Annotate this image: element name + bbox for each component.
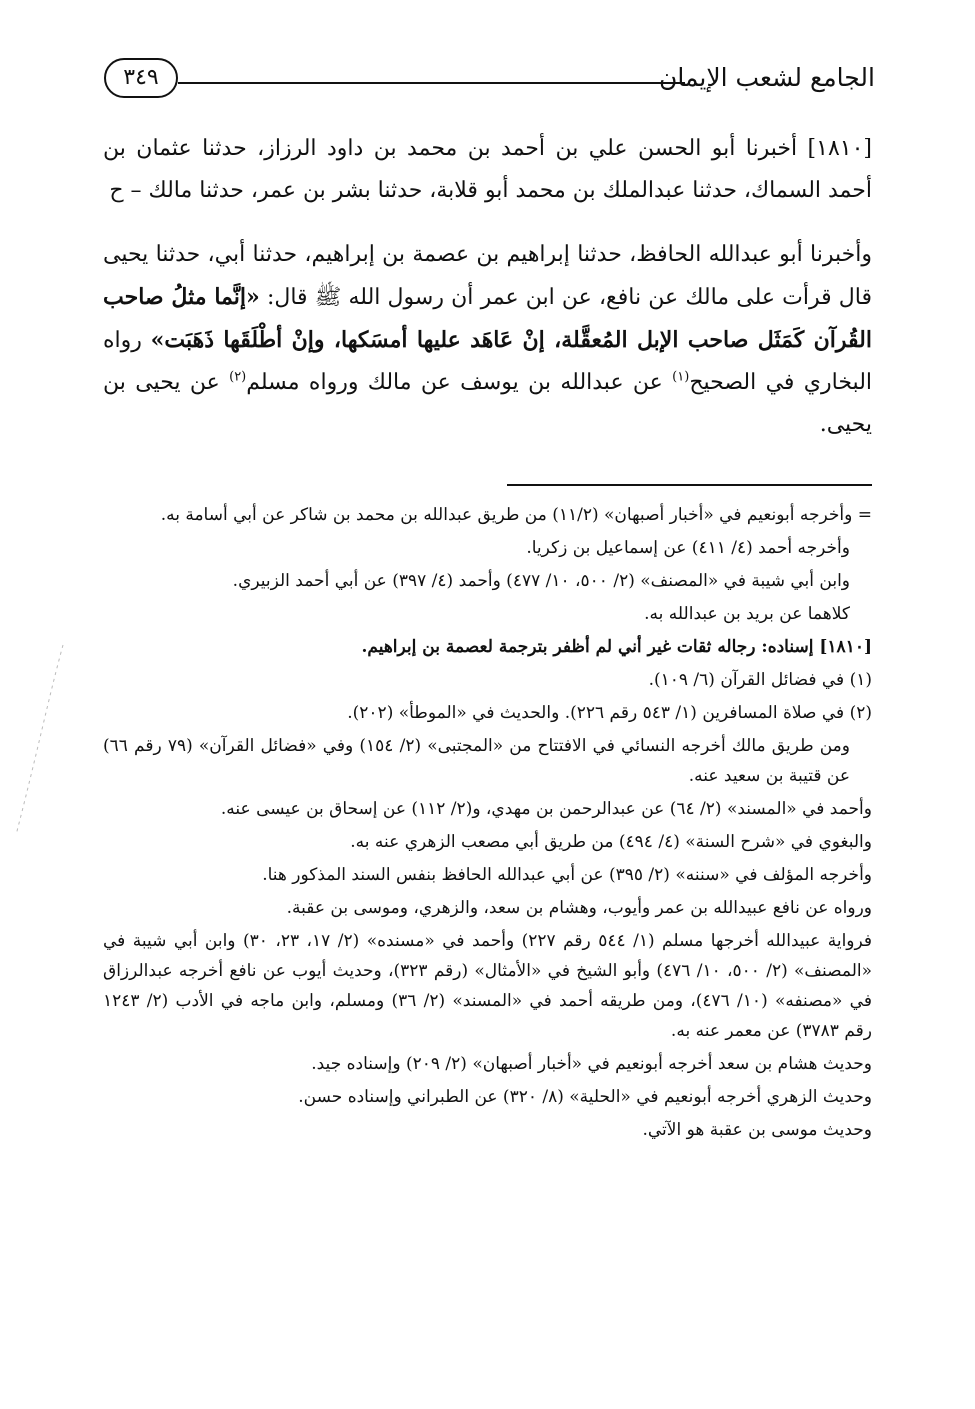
footnote-ref-1[interactable]: (١) [672, 369, 690, 385]
paragraph-1810: [١٨١٠] أخبرنا أبو الحسن علي بن أحمد بن محمد بن داود الرزاز، حدثنا عثمان بن أحمد السماك، حدثنا عبدالملك بن محمد أبو قلابة، حدثنا بشر بن عمر، حدثنا مالك – ح [103, 136, 872, 203]
footnotes [103, 500, 872, 1148]
takhrij-muslim: عن عبدالله بن يوسف عن مالك ورواه مسلم [246, 370, 663, 395]
takhrij-end: عن يحيى بن يحيى. [103, 370, 872, 437]
footnote-line: وحديث هشام بن سعد أخرجه أبونعيم في «أخبار أصبهان» (٢/ ٢٠٩) وإسناده جيد. [311, 1054, 872, 1074]
footnote-ref-2[interactable]: (٢) [229, 369, 247, 385]
footnote-line: فرواية عبيدالله أخرجها مسلم (١/ ٥٤٤ رقم ٢٢٧) وأحمد في «مسنده» (٢/ ١٧، ٢٣، ٣٠) وابن أبي شيبة في «المصنف» (٢/ ٥٠٠، ١٠/ ٤٧٦) وأبو الشيخ في «الأمثال» (رقم ٣٢٣)، وحديث أيوب عن نافع أخرجه عبدالرزاق في «مصنفه» (١٠/ ٤٧٦)، ومن طريقه أحمد في «المسند» (٢/ ٣٦) ومسلم، وابن ماجه في الأدب (٢/ ١٢٤٣ رقم ٣٧٨٣) عن معمر عنه به. [103, 931, 873, 1041]
paragraph-hadith [103, 234, 872, 446]
isnad-text: وأخبرنا أبو عبدالله الحافظ، حدثنا إبراهيم بن عصمة بن إبراهيم، حدثنا أبي، حدثنا يحيى قال قرأت على مالك عن نافع، عن ابن عمر أن رسول الله ﷺ قال: [103, 242, 873, 310]
footnote-line: وأخرجه المؤلف في «سننه» (٢/ ٣٩٥) عن أبي عبدالله الحافظ بنفس السند المذكور هنا. [262, 865, 872, 885]
footnote-line: وحديث الزهري أخرجه أبونعيم في «الحلية» (٨/ ٣٢٠) عن الطبراني وإسناده حسن. [298, 1087, 872, 1107]
footnote-isnad-1810: [١٨١٠] إسناده: رجاله ثقات غير أني لم أظفر بترجمة لعصمة بن إبراهيم. [361, 637, 872, 657]
footnote-line: كلاهما عن بريد بن عبدالله به. [644, 604, 850, 624]
footnote-line: وابن أبي شيبة في «المصنف» (٢/ ٥٠٠، ١٠/ ٤٧٧) وأحمد (٤/ ٣٩٧) عن أبي أحمد الزبيري. [232, 571, 850, 591]
footnote-1: (١) في فضائل القرآن (٦/ ١٠٩). [648, 670, 872, 690]
header-rule [178, 82, 685, 84]
footnote-line: وحديث موسى بن عقبة هو الآتي. [642, 1120, 872, 1140]
footnote-2: (٢) في صلاة المسافرين (١/ ٥٤٣ رقم ٢٢٦). والحديث في «الموطأ» (٢٠٢). [347, 703, 872, 723]
running-header [104, 58, 875, 102]
footnote-line: ومن طريق مالك أخرجه النسائي في الافتتاح من «المجتبى» (٢/ ١٥٤) وفي «فضائل القرآن» (٧٩ رقم ٦٦) عن قتيبة بن سعيد عنه. [103, 736, 850, 786]
footnote-line: وأحمد في «المسند» (٢/ ٦٤) عن عبدالرحمن بن مهدي، و(٢/ ١١٢) عن إسحاق بن عيسى عنه. [220, 799, 872, 819]
page-number-badge: ٣٤٩ [104, 58, 178, 98]
header-title: الجامع لشعب الإيمان [658, 63, 875, 92]
scan-mark [8, 640, 68, 840]
hadith-text: «إنَّما مثلُ صاحب القُرآن كَمَثَل صاحب الإبل المُعقَّلة، إنْ عَاهَد عليها أمسَكها، وإنْ أطْلَقَها ذَهَبَت» [103, 284, 872, 353]
footnote-line: والبغوي في «شرح السنة» (٤/ ٤٩٤) من طريق أبي مصعب الزهري عنه به. [350, 832, 872, 852]
footnote-continued: = وأخرجه أبونعيم في «أخبار أصبهان» (١١/٢) من طريق عبدالله بن محمد بن شاكر عن أبي أسامة به. [160, 505, 872, 525]
footnote-line: وأخرجه أحمد (٤/ ٤١١) عن إسماعيل بن زكريا. [526, 538, 850, 558]
main-text [103, 128, 872, 446]
footnote-line: ورواه عن نافع عبيدالله بن عمر وأيوب، وهشام بن سعد، والزهري، وموسى بن عقبة. [286, 898, 872, 918]
takhrij-bukhari: رواه البخاري في الصحيح [103, 328, 873, 395]
footnote-divider [507, 484, 872, 486]
